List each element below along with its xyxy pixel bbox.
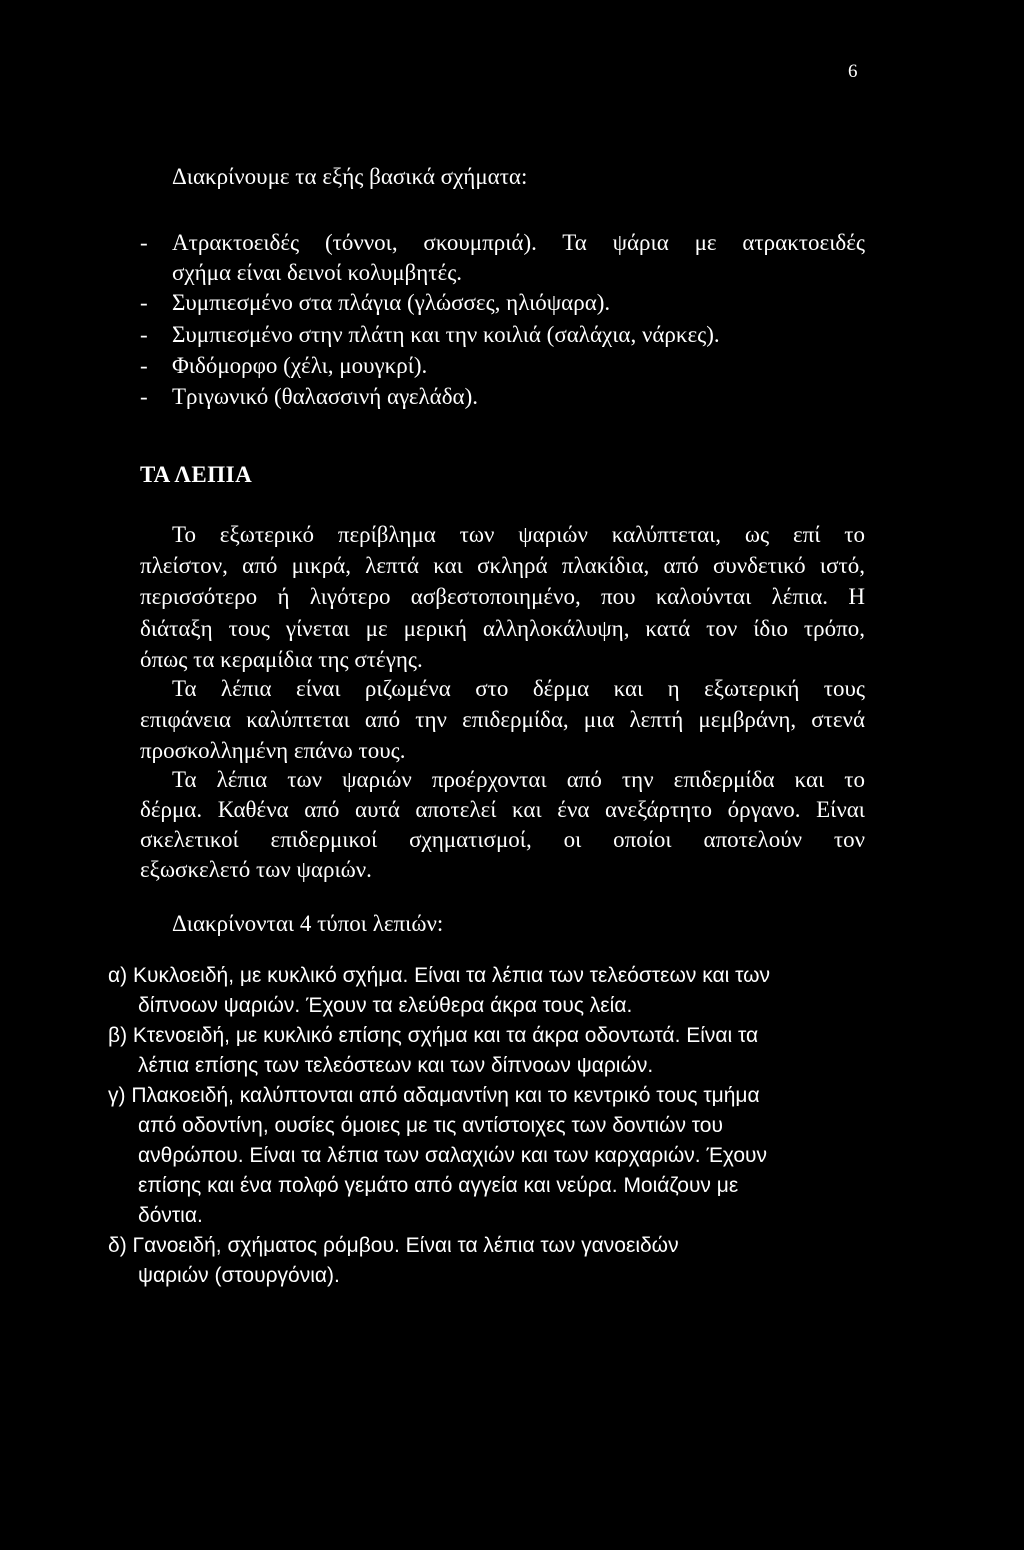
type-c-line-1: γ) Πλακοειδή, καλύπτονται από αδαμαντίνη και το κεντρικό τους τμήμα — [108, 1084, 760, 1107]
dash: - — [140, 230, 148, 255]
p1-line-5: όπως τα κεραμίδια της στέγης. — [140, 647, 423, 672]
page-number: 6 — [848, 61, 858, 82]
p2-line-1: Τα λέπια είναι ριζωμένα στο δέρμα και η εξωτερική τους — [172, 676, 865, 701]
shape-item-5-text: Τριγωνικό (θαλασσινή αγελάδα). — [172, 384, 479, 409]
p2-line-2: επιφάνεια καλύπτεται από την επιδερμίδα, μια λεπτή μεμβράνη, στενά — [140, 707, 865, 732]
type-c-line-4: επίσης και ένα πολφό γεμάτο από αγγεία και νεύρα. Μοιάζουν με — [138, 1174, 739, 1197]
type-c-line-5: δόντια. — [138, 1204, 203, 1227]
shape-item-4-text: Φιδόμορφο (χέλι, μουγκρί). — [172, 353, 428, 378]
p3-line-3: σκελετικοί επιδερμικοί σχηματισμοί, οι οποίοι αποτελούν τον — [140, 827, 865, 852]
p3-line-4: εξωσκελετό των ψαριών. — [140, 857, 372, 882]
type-d-line-2: ψαριών (στουργόνια). — [138, 1264, 340, 1287]
type-c-line-3: ανθρώπου. Είναι τα λέπια των σαλαχιών και των καρχαριών. Έχουν — [138, 1144, 768, 1167]
dash: - — [140, 384, 148, 409]
type-b-line-1: β) Κτενοειδή, με κυκλικό επίσης σχήμα και τα άκρα οδοντωτά. Είναι τα — [108, 1024, 759, 1047]
shape-item-1-line-1: Ατρακτοειδές (τόννοι, σκουμπριά). Τα ψάρια με ατρακτοειδές — [172, 230, 865, 255]
type-a-line-1: α) Κυκλοειδή, με κυκλικό σχήμα. Είναι τα λέπια των τελεόστεων και των — [108, 964, 770, 987]
p3-line-2: δέρμα. Καθένα από αυτά αποτελεί και ένα ανεξάρτητο όργανο. Είναι — [140, 797, 865, 822]
p1-line-4: διάταξη τους γίνεται με μερική αλληλοκάλυψη, κατά τον ίδιο τρόπο, — [140, 616, 865, 641]
type-d-line-1: δ) Γανοειδή, σχήματος ρόμβου. Είναι τα λέπια των γανοειδών — [108, 1234, 679, 1257]
dash: - — [140, 322, 148, 347]
p1-line-2: πλείστον, από μικρά, λεπτά και σκληρά πλακίδια, από συνδετικό ιστό, — [140, 553, 865, 578]
p1-line-3: περισσότερο ή λιγότερο ασβεστοποιημένο, που καλούνται λέπια. Η — [140, 584, 865, 609]
type-a-line-2: δίπνοων ψαριών. Έχουν τα ελεύθερα άκρα τους λεία. — [138, 994, 633, 1017]
shapes-intro: Διακρίνουμε τα εξής βασικά σχήματα: — [172, 164, 528, 189]
p2-line-3: προσκολλημένη επάνω τους. — [140, 738, 406, 763]
type-c-line-2: από οδοντίνη, ουσίες όμοιες με τις αντίστοιχες των δοντιών του — [138, 1114, 723, 1137]
type-b-line-2: λέπια επίσης των τελεόστεων και των δίπνοων ψαριών. — [138, 1054, 654, 1077]
p1-line-1: Το εξωτερικό περίβλημα των ψαριών καλύπτεται, ως επί το — [172, 522, 865, 547]
shape-item-2-text: Συμπιεσμένο στα πλάγια (γλώσσες, ηλιόψαρα). — [172, 290, 611, 315]
section-title: ΤΑ ΛΕΠΙΑ — [140, 462, 253, 487]
shape-item-1-line-2: σχήμα είναι δεινοί κολυμβητές. — [172, 260, 463, 285]
p3-line-1: Τα λέπια των ψαριών προέρχονται από την επιδερμίδα και το — [172, 767, 865, 792]
types-intro: Διακρίνονται 4 τύποι λεπιών: — [172, 911, 444, 936]
dash: - — [140, 353, 148, 378]
dash: - — [140, 290, 148, 315]
shape-item-3-text: Συμπιεσμένο στην πλάτη και την κοιλιά (σαλάχια, νάρκες). — [172, 322, 720, 347]
